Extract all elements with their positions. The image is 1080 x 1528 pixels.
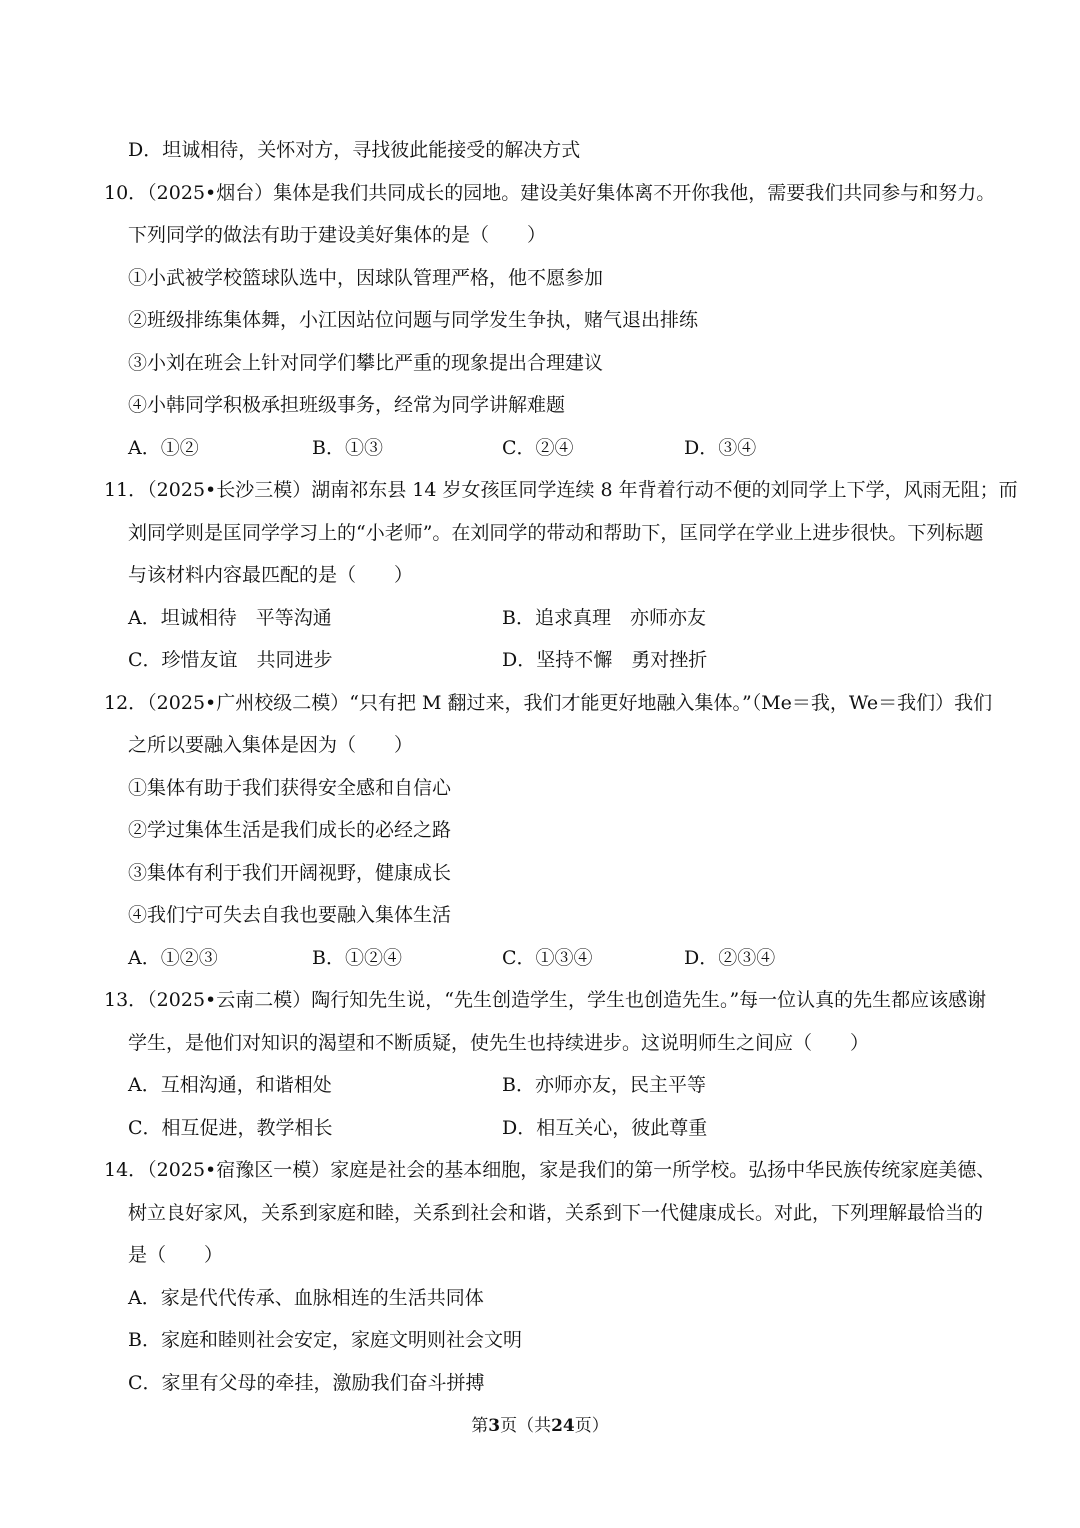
- page-footer: [0, 1414, 1080, 1438]
- q14-option-c: C．家里有父母的牵挂，激励我们奋斗拼搏: [128, 1372, 485, 1394]
- q10-item-3: ③小刘在班会上针对同学们攀比严重的现象提出合理建议: [128, 352, 604, 374]
- q11-stem-line1: 11．（2025•长沙三模）湖南祁东县 14 岁女孩匡同学连续 8 年背着行动不便的刘同学上下学，风雨无阻；而: [104, 479, 1018, 501]
- q12-option-b: B．①②④: [312, 947, 402, 969]
- q13-option-d: D．相互关心，彼此尊重: [502, 1117, 708, 1139]
- q13-option-c: C．相互促进，教学相长: [128, 1117, 333, 1139]
- q12-stem-line1: 12．（2025•广州校级二模）“只有把 M 翻过来，我们才能更好地融入集体。”（Me＝我，We＝我们）我们: [104, 692, 993, 714]
- q11-stem-line3: 与该材料内容最匹配的是（ ）: [128, 564, 414, 586]
- q10-option-a: A．①②: [128, 437, 199, 459]
- q14-stem-line1: 14．（2025•宿豫区一模）家庭是社会的基本细胞，家是我们的第一所学校。弘扬中华民族传统家庭美德、: [104, 1159, 996, 1181]
- q12-option-c: C．①③④: [502, 947, 593, 969]
- footer-prefix: 第: [471, 1416, 489, 1436]
- q11-stem-line2: 刘同学则是匡同学学习上的“小老师”。在刘同学的带动和帮助下，匡同学在学业上进步很快。下列标题: [128, 522, 984, 544]
- q12-item-1: ①集体有助于我们获得安全感和自信心: [128, 777, 452, 799]
- q13-option-a: A．互相沟通，和谐相处: [128, 1074, 332, 1096]
- q10-item-1: ①小武被学校篮球队选中，因球队管理严格，他不愿参加: [128, 267, 604, 289]
- q11-option-a: A．坦诚相待 平等沟通: [128, 607, 332, 629]
- q12-option-d: D．②③④: [684, 947, 776, 969]
- q13-stem-line2: 学生，是他们对知识的渴望和不断质疑，使先生也持续进步。这说明师生之间应（ ）: [128, 1032, 870, 1054]
- q11-option-b: B．追求真理 亦师亦友: [502, 607, 706, 629]
- q11-option-d: D．坚持不懈 勇对挫折: [502, 649, 708, 671]
- q14-option-a: A．家是代代传承、血脉相连的生活共同体: [128, 1287, 484, 1309]
- q10-option-c: C．②④: [502, 437, 574, 459]
- q10-stem-line1: 10．（2025•烟台）集体是我们共同成长的园地。建设美好集体离不开你我他，需要我们共同参与和努力。: [104, 182, 996, 204]
- footer-page-number: 3: [488, 1416, 501, 1436]
- q9-option-d: D．坦诚相待，关怀对方，寻找彼此能接受的解决方式: [128, 139, 581, 161]
- q12-item-3: ③集体有利于我们开阔视野，健康成长: [128, 862, 452, 884]
- q14-stem-line2: 树立良好家风，关系到家庭和睦，关系到社会和谐，关系到下一代健康成长。对此，下列理解最恰当的: [128, 1202, 984, 1224]
- footer-middle: 页（共: [500, 1416, 552, 1436]
- q13-option-b: B．亦师亦友，民主平等: [502, 1074, 706, 1096]
- footer-total-pages: 24: [551, 1416, 575, 1436]
- q12-stem-line2: 之所以要融入集体是因为（ ）: [128, 734, 414, 756]
- q12-item-2: ②学过集体生活是我们成长的必经之路: [128, 819, 452, 841]
- q14-option-b: B．家庭和睦则社会安定，家庭文明则社会文明: [128, 1329, 522, 1351]
- q10-option-d: D．③④: [684, 437, 757, 459]
- q11-option-c: C．珍惜友谊 共同进步: [128, 649, 333, 671]
- q10-stem-line2: 下列同学的做法有助于建设美好集体的是（ ）: [128, 224, 547, 246]
- q10-item-4: ④小韩同学积极承担班级事务，经常为同学讲解难题: [128, 394, 566, 416]
- q10-option-b: B．①③: [312, 437, 383, 459]
- q12-item-4: ④我们宁可失去自我也要融入集体生活: [128, 904, 452, 926]
- footer-suffix: 页）: [574, 1416, 609, 1436]
- q14-stem-line3: 是（ ）: [128, 1244, 224, 1266]
- q12-option-a: A．①②③: [128, 947, 218, 969]
- q13-stem-line1: 13．（2025•云南二模）陶行知先生说，“先生创造学生，学生也创造先生。”每一位认真的先生都应该感谢: [104, 989, 987, 1011]
- q10-item-2: ②班级排练集体舞，小江因站位问题与同学发生争执，赌气退出排练: [128, 309, 699, 331]
